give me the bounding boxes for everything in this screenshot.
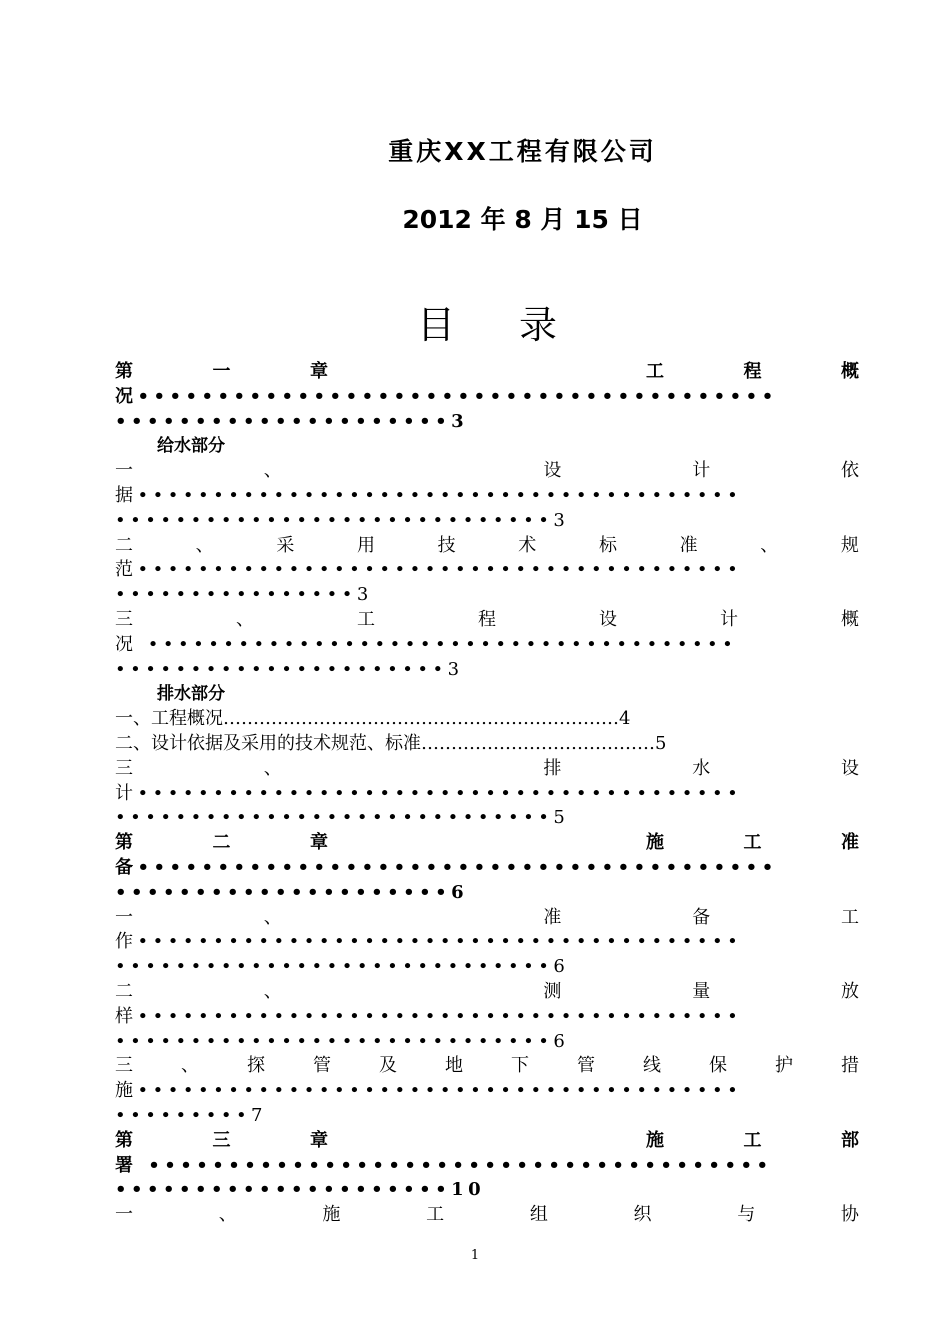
toc-char: 章	[310, 1129, 328, 1151]
toc-char: 及	[379, 1055, 397, 1077]
toc-char: 三	[212, 1129, 231, 1151]
toc-char: 计	[692, 460, 711, 482]
toc-char: 保	[709, 1055, 727, 1077]
toc-char: 工	[646, 361, 664, 382]
toc-entry-text: 备••••••••••••••••••••••••••••••••••••••••	[115, 856, 778, 878]
toc-line[interactable]	[115, 360, 859, 385]
toc-line[interactable]	[115, 410, 859, 435]
toc-char: 组	[529, 1204, 548, 1226]
toc-char: 依	[840, 460, 859, 482]
toc-entry-text: 据••••••••••••••••••••••••••••••••••••••••	[115, 484, 743, 506]
toc-entry-text: 样••••••••••••••••••••••••••••••••••••••••	[115, 1005, 743, 1027]
toc-entry-text: •••••••••••••••••••••10	[115, 1179, 486, 1201]
toc-entry-text: 况 •••••••••••••••••••••••••••••••••••••••	[115, 633, 738, 655]
toc-entry-text: •••••••••••••••••••••••••••••3	[115, 509, 570, 531]
toc-char: 地	[445, 1055, 463, 1077]
toc-line[interactable]	[115, 534, 859, 559]
toc-line[interactable]	[115, 1154, 859, 1179]
toc-char: 放	[840, 980, 859, 1002]
toc-char: 程	[743, 361, 762, 382]
toc-entry-text: ••••••••••••••••••••••3	[115, 658, 464, 680]
toc-line[interactable]	[115, 906, 859, 931]
toc-char: 管	[313, 1055, 331, 1077]
toc-char: 一	[212, 361, 231, 382]
toc-char: 量	[692, 980, 711, 1002]
toc-char: 用	[356, 534, 375, 556]
toc-line[interactable]	[115, 608, 859, 633]
document-date: 2012 年 8 月 15 日	[402, 205, 643, 234]
toc-line[interactable]	[115, 1079, 859, 1104]
toc-char: 章	[310, 361, 328, 382]
toc-char: 施	[646, 832, 664, 854]
toc-char: 施	[646, 1129, 664, 1151]
toc-char: 备	[692, 906, 711, 928]
toc-line[interactable]	[115, 1129, 859, 1154]
toc-char: 技	[437, 534, 456, 556]
toc-char: 、	[195, 534, 214, 556]
toc-char: 设	[599, 608, 617, 630]
toc-char: 一	[115, 460, 133, 482]
toc-char: 、	[218, 1204, 237, 1226]
toc-char: 一	[115, 906, 133, 928]
toc-line[interactable]	[115, 757, 859, 782]
toc-char: 准	[841, 832, 859, 854]
toc-char: 概	[841, 608, 859, 630]
toc-char: 、	[181, 1055, 199, 1077]
toc-line[interactable]	[115, 955, 859, 980]
toc-char: 护	[775, 1055, 793, 1077]
toc-char: 三	[115, 1055, 133, 1077]
toc-char: 规	[840, 534, 859, 556]
toc-line[interactable]	[115, 881, 859, 906]
toc-line[interactable]	[115, 1030, 859, 1055]
toc-char: 、	[760, 534, 779, 556]
toc-line[interactable]	[115, 558, 859, 583]
toc-entry-text: •••••••••••••••••••••••••••••6	[115, 956, 570, 978]
toc-char: 线	[643, 1055, 661, 1077]
toc-char: 工	[743, 1129, 762, 1151]
toc-char: 第	[115, 832, 133, 854]
toc-line[interactable]	[115, 1203, 859, 1228]
toc-entry-text: 署 •••••••••••••••••••••••••••••••••••••••	[115, 1154, 773, 1176]
toc-char: 测	[543, 980, 562, 1002]
toc-char: 三	[115, 608, 133, 630]
toc-line[interactable]	[115, 980, 859, 1005]
toc-section-heading: 排水部分	[157, 684, 225, 705]
toc-char: 、	[263, 757, 282, 779]
toc-entry-text: 范••••••••••••••••••••••••••••••••••••••••	[115, 559, 743, 581]
toc-line[interactable]	[115, 806, 859, 831]
toc-line[interactable]	[115, 682, 859, 707]
toc-entry-text: •••••••••••••••••••••6	[115, 881, 469, 903]
toc-section-heading: 给水部分	[157, 436, 225, 457]
toc-char: 、	[263, 906, 282, 928]
toc-char: 二	[115, 980, 133, 1002]
toc-char: 第	[115, 1129, 133, 1151]
toc-char: 一	[115, 1204, 133, 1226]
table-of-contents	[115, 360, 859, 1228]
toc-entry-text: 二、设计依据及采用的技术规范、标准…………………………………5	[115, 732, 667, 754]
toc-char: 措	[841, 1055, 859, 1077]
toc-char: 与	[737, 1204, 756, 1226]
toc-line[interactable]	[115, 1054, 859, 1079]
toc-line[interactable]	[115, 732, 859, 757]
toc-line[interactable]	[115, 385, 859, 410]
toc-entry-text: 计••••••••••••••••••••••••••••••••••••••••	[115, 782, 743, 804]
toc-char: 设	[543, 460, 562, 482]
toc-char: 计	[720, 608, 738, 630]
toc-line[interactable]	[115, 484, 859, 509]
toc-char: 管	[577, 1055, 595, 1077]
toc-char: 准	[543, 906, 562, 928]
company-name: 重庆XX工程有限公司	[388, 137, 657, 166]
toc-char: 部	[841, 1129, 859, 1151]
toc-entry-text: •••••••••••••••••••••••••••••5	[115, 807, 570, 829]
toc-char: 章	[310, 832, 328, 854]
toc-entry-text: 一、工程概况…………………………………………………………4	[115, 708, 631, 730]
toc-line[interactable]	[115, 459, 859, 484]
toc-entry-text: •••••••••7	[115, 1104, 268, 1126]
toc-line[interactable]	[115, 782, 859, 807]
toc-char: 织	[633, 1204, 652, 1226]
toc-char: 工	[840, 906, 859, 928]
toc-char: 准	[679, 534, 698, 556]
toc-title: 目 录	[416, 303, 584, 347]
toc-line[interactable]	[115, 856, 859, 881]
toc-entry-text: 况••••••••••••••••••••••••••••••••••••••••	[115, 385, 778, 407]
toc-char: 工	[743, 832, 762, 854]
toc-char: 协	[840, 1204, 859, 1226]
toc-char: 排	[543, 757, 562, 779]
page-number: 1	[470, 1248, 480, 1263]
toc-char: 施	[322, 1204, 341, 1226]
toc-line[interactable]	[115, 658, 859, 683]
toc-char: 程	[478, 608, 496, 630]
toc-char: 设	[840, 757, 859, 779]
toc-entry-text: 施••••••••••••••••••••••••••••••••••••••••	[115, 1080, 743, 1102]
toc-line[interactable]	[115, 583, 859, 608]
toc-line[interactable]	[115, 1178, 859, 1203]
toc-char: 三	[115, 757, 133, 779]
toc-line[interactable]	[115, 1104, 859, 1129]
toc-line[interactable]	[115, 1005, 859, 1030]
toc-char: 工	[426, 1204, 445, 1226]
toc-entry-text: •••••••••••••••••••••••••••••6	[115, 1030, 570, 1052]
toc-entry-text: ••••••••••••••••3	[115, 584, 373, 606]
toc-entry-text: 作••••••••••••••••••••••••••••••••••••••••	[115, 931, 743, 953]
toc-char: 、	[236, 608, 254, 630]
toc-char: 二	[212, 832, 231, 854]
toc-line[interactable]	[115, 930, 859, 955]
toc-char: 采	[276, 534, 295, 556]
toc-line[interactable]	[115, 633, 859, 658]
toc-char: 探	[247, 1055, 265, 1077]
toc-line[interactable]	[115, 831, 859, 856]
toc-char: 概	[841, 361, 859, 382]
toc-char: 第	[115, 361, 133, 382]
toc-char: 二	[115, 534, 133, 556]
toc-char: 水	[692, 757, 711, 779]
toc-char: 术	[518, 534, 537, 556]
toc-line[interactable]	[115, 434, 859, 459]
toc-char: 下	[511, 1055, 529, 1077]
toc-line[interactable]	[115, 509, 859, 534]
toc-char: 标	[598, 534, 617, 556]
toc-char: 、	[263, 980, 282, 1002]
toc-char: 、	[263, 460, 282, 482]
toc-char: 工	[357, 608, 375, 630]
toc-line[interactable]	[115, 707, 859, 732]
toc-entry-text: •••••••••••••••••••••3	[115, 410, 469, 432]
